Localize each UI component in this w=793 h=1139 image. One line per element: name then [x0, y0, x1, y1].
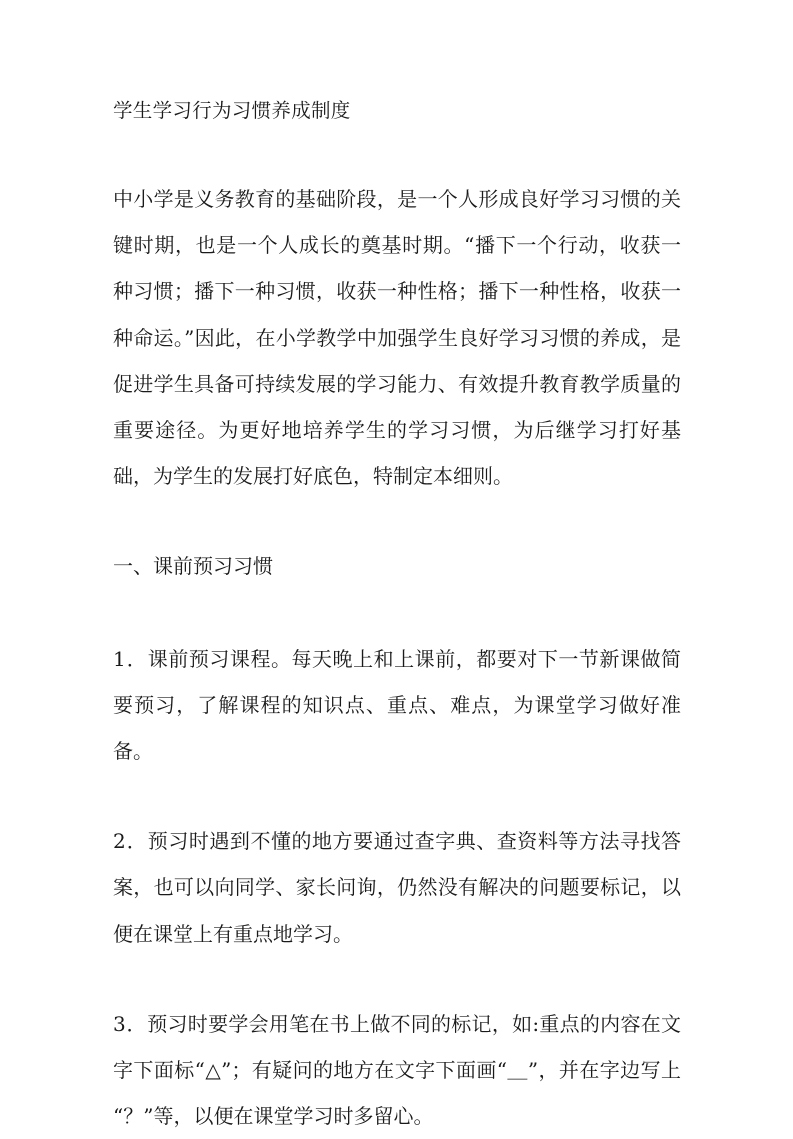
title-spacer: [113, 126, 681, 176]
section-heading-1: 一、课前预习习惯: [113, 554, 273, 579]
intro-paragraph: 中小学是义务教育的基础阶段，是一个人形成良好学习习惯的关键时期，也是一个人成长的奠基时期。“播下一个行动，收获一种习惯；播下一种习惯，收获一种性格；播下一种性格，收获一种命运。”因此，在小学教学中加强学生良好学习习惯的养成，是促进学生具备可持续发展的学习能力、有效提升教育教学质量的重要途径。为更好地培养学生的学习习惯，为后继学习打好基础，为学生的发展打好底色，特制定本细则。: [113, 187, 681, 489]
list-item-text: 课前预习课程。每天晚上和上课前，都要对下一节新课做简要预习，了解课程的知识点、重点、难点，为课堂学习做好准备。: [113, 646, 682, 764]
list-item-number: 3．: [113, 1011, 148, 1036]
list-item-gap: [113, 774, 681, 818]
heading-gap-before: [113, 499, 681, 543]
list-item: [113, 1001, 681, 1139]
page-title: 学生学习行为习惯养成制度: [113, 99, 351, 122]
list-item-text: 预习时要学会用笔在书上做不同的标记，如:重点的内容在文字下面标“△”；有疑问的地方在文字下面画“＿”，并在字边写上“？”等，以便在课堂学习时多留心。: [113, 1011, 681, 1129]
list-item: [113, 818, 681, 957]
heading-gap-after: [113, 590, 681, 636]
list-item-number: 1．: [113, 646, 148, 671]
list-item: [113, 636, 681, 775]
list-item-gap: [113, 957, 681, 1001]
list-item-number: 2．: [113, 829, 148, 854]
document-content: [113, 96, 681, 1139]
list-item-text: 预习时遇到不懂的地方要通过查字典、查资料等方法寻找答案，也可以向同学、家长问询，仍然没有解决的问题要标记，以便在课堂上有重点地学习。: [113, 829, 682, 946]
